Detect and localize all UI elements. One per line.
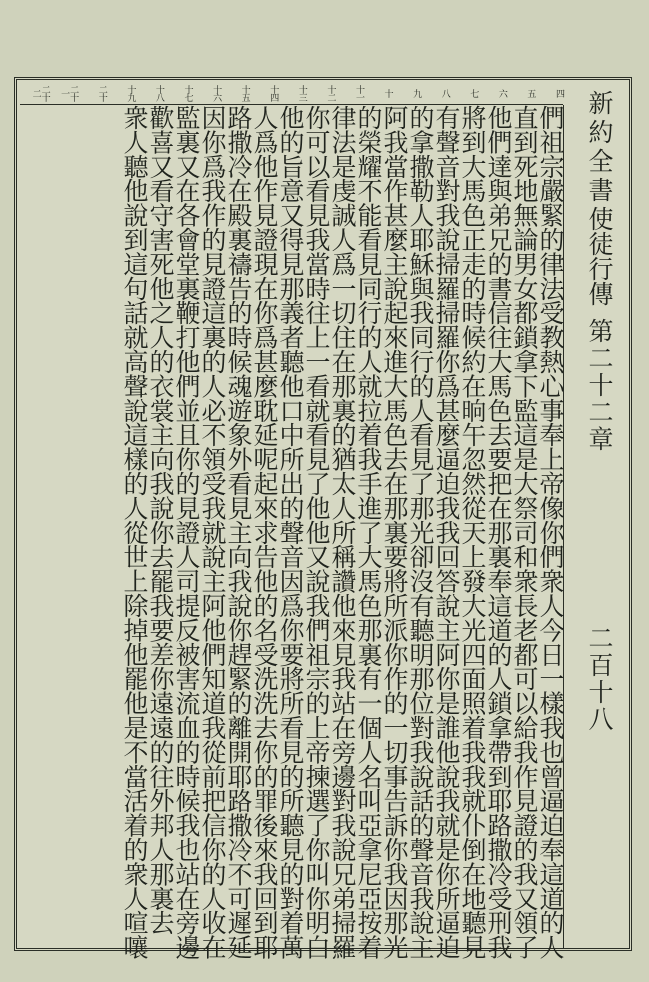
verse-number: 十七 bbox=[182, 85, 193, 101]
text-column: 阿我當作甚麼主說起來進大馬色去在那裏要將所派你作的一切事告訴你我因那光 bbox=[380, 105, 409, 960]
text-column: 衆人聽他說到這句話就高聲說這樣的人從世上除掉他罷他是不當活着的衆人喧嚷 bbox=[120, 105, 149, 960]
text-column: 他的旨意又得見那義者聽他口中所出的聲音因爲你要將所看見的所聽見的對着萬 bbox=[276, 105, 305, 960]
verse-number: 十五 bbox=[239, 85, 250, 101]
verse-number-strip bbox=[20, 82, 563, 105]
verse-number: 十二 bbox=[325, 85, 336, 101]
text-column: 監裏又在各會堂裏鞭打他們並且你的見證人司提反被害流血的時候我也站在旁邊 bbox=[172, 105, 201, 960]
verse-number: 九 bbox=[411, 89, 422, 97]
verse-number: 二十 bbox=[96, 85, 107, 101]
section-title: 使徒行傳 bbox=[585, 206, 614, 306]
chapter-label: 第二十二章 bbox=[585, 318, 614, 453]
text-column: 你可以看見我當時往上一看就看見了他他又說我們祖宗的上帝揀選了你叫你明白 bbox=[302, 105, 331, 960]
book-page bbox=[14, 77, 632, 960]
verse-number: 十八 bbox=[153, 85, 164, 101]
verse-number: 十九 bbox=[125, 85, 136, 101]
verse-number: 十六 bbox=[211, 85, 222, 101]
text-column: 們祖宗嚴緊的律法受教熱心事奉上帝像你們衆人今日一樣我也曾逼迫奉這道的人 bbox=[536, 105, 565, 960]
page-number: 二百十八 bbox=[585, 625, 614, 733]
text-column: 將到大馬色正走的時候約在晌午忽然從天上發大光四面照着我我就仆倒在地聽見 bbox=[458, 105, 487, 960]
text-column: 他們達與弟兄的書信往大馬色去要把在那裏奉這道的人鎖拿帶到耶路撒冷受刑我 bbox=[484, 105, 513, 960]
verse-number: 十 bbox=[382, 89, 393, 97]
verse-number: 二十二 bbox=[30, 85, 50, 101]
text-column: 因你爲我作的見證這裏的人必不領受我就說主阿他們知道我從前把信你的人收在 bbox=[198, 105, 227, 960]
text-column: 人爲他作見證現在你爲甚麼耽延呢起來求告他的名受洗洗去你的罪後來我回到耶 bbox=[250, 105, 279, 960]
text-column: 歡喜又看守害死他之人的衣裳主向我說你去罷我要差你遠遠的往外邦人那裏去 bbox=[146, 105, 175, 935]
verse-number: 二十一 bbox=[59, 85, 79, 101]
verse-number: 七 bbox=[468, 89, 479, 97]
verse-number: 十三 bbox=[296, 85, 307, 101]
verse-number: 五 bbox=[525, 89, 536, 97]
text-column: 有聲音對我說掃羅掃羅你爲甚麼逼迫我我回答說主阿你是誰他說我就是你所逼迫 bbox=[432, 105, 461, 960]
verse-number: 八 bbox=[439, 89, 450, 97]
text-column: 律法是虔誠人爲一切住在那裏的猶太人所稱讚他來見我站在旁邊對我說兄弟掃羅 bbox=[328, 105, 357, 960]
verse-number: 十四 bbox=[268, 85, 279, 101]
verse-number: 十一 bbox=[353, 85, 364, 101]
scripture-text bbox=[17, 105, 565, 960]
text-column: 的拿撒勒人耶穌與我同行的人看見了那光卻沒有聽明那位對我說話的聲音我說主 bbox=[406, 105, 435, 960]
text-column: 直到死地無論男女都鎖拿下監這是大祭司和衆長老都可以給我作見證的我又領了 bbox=[510, 105, 539, 960]
verse-number: 六 bbox=[496, 89, 507, 97]
page-margin-header bbox=[569, 80, 629, 948]
text-column: 路撒冷在殿裏禱告的時候魂遊象外看見主向我說你趕緊的離開耶路撒冷不可遲延 bbox=[224, 105, 253, 960]
book-title: 新約全書 bbox=[585, 90, 614, 206]
verse-number: 四 bbox=[554, 89, 564, 97]
text-column: 的榮耀不能看見同行的人就拉着我手進了大馬色那裏有一個人名叫亞拿尼亞按着 bbox=[354, 105, 383, 960]
